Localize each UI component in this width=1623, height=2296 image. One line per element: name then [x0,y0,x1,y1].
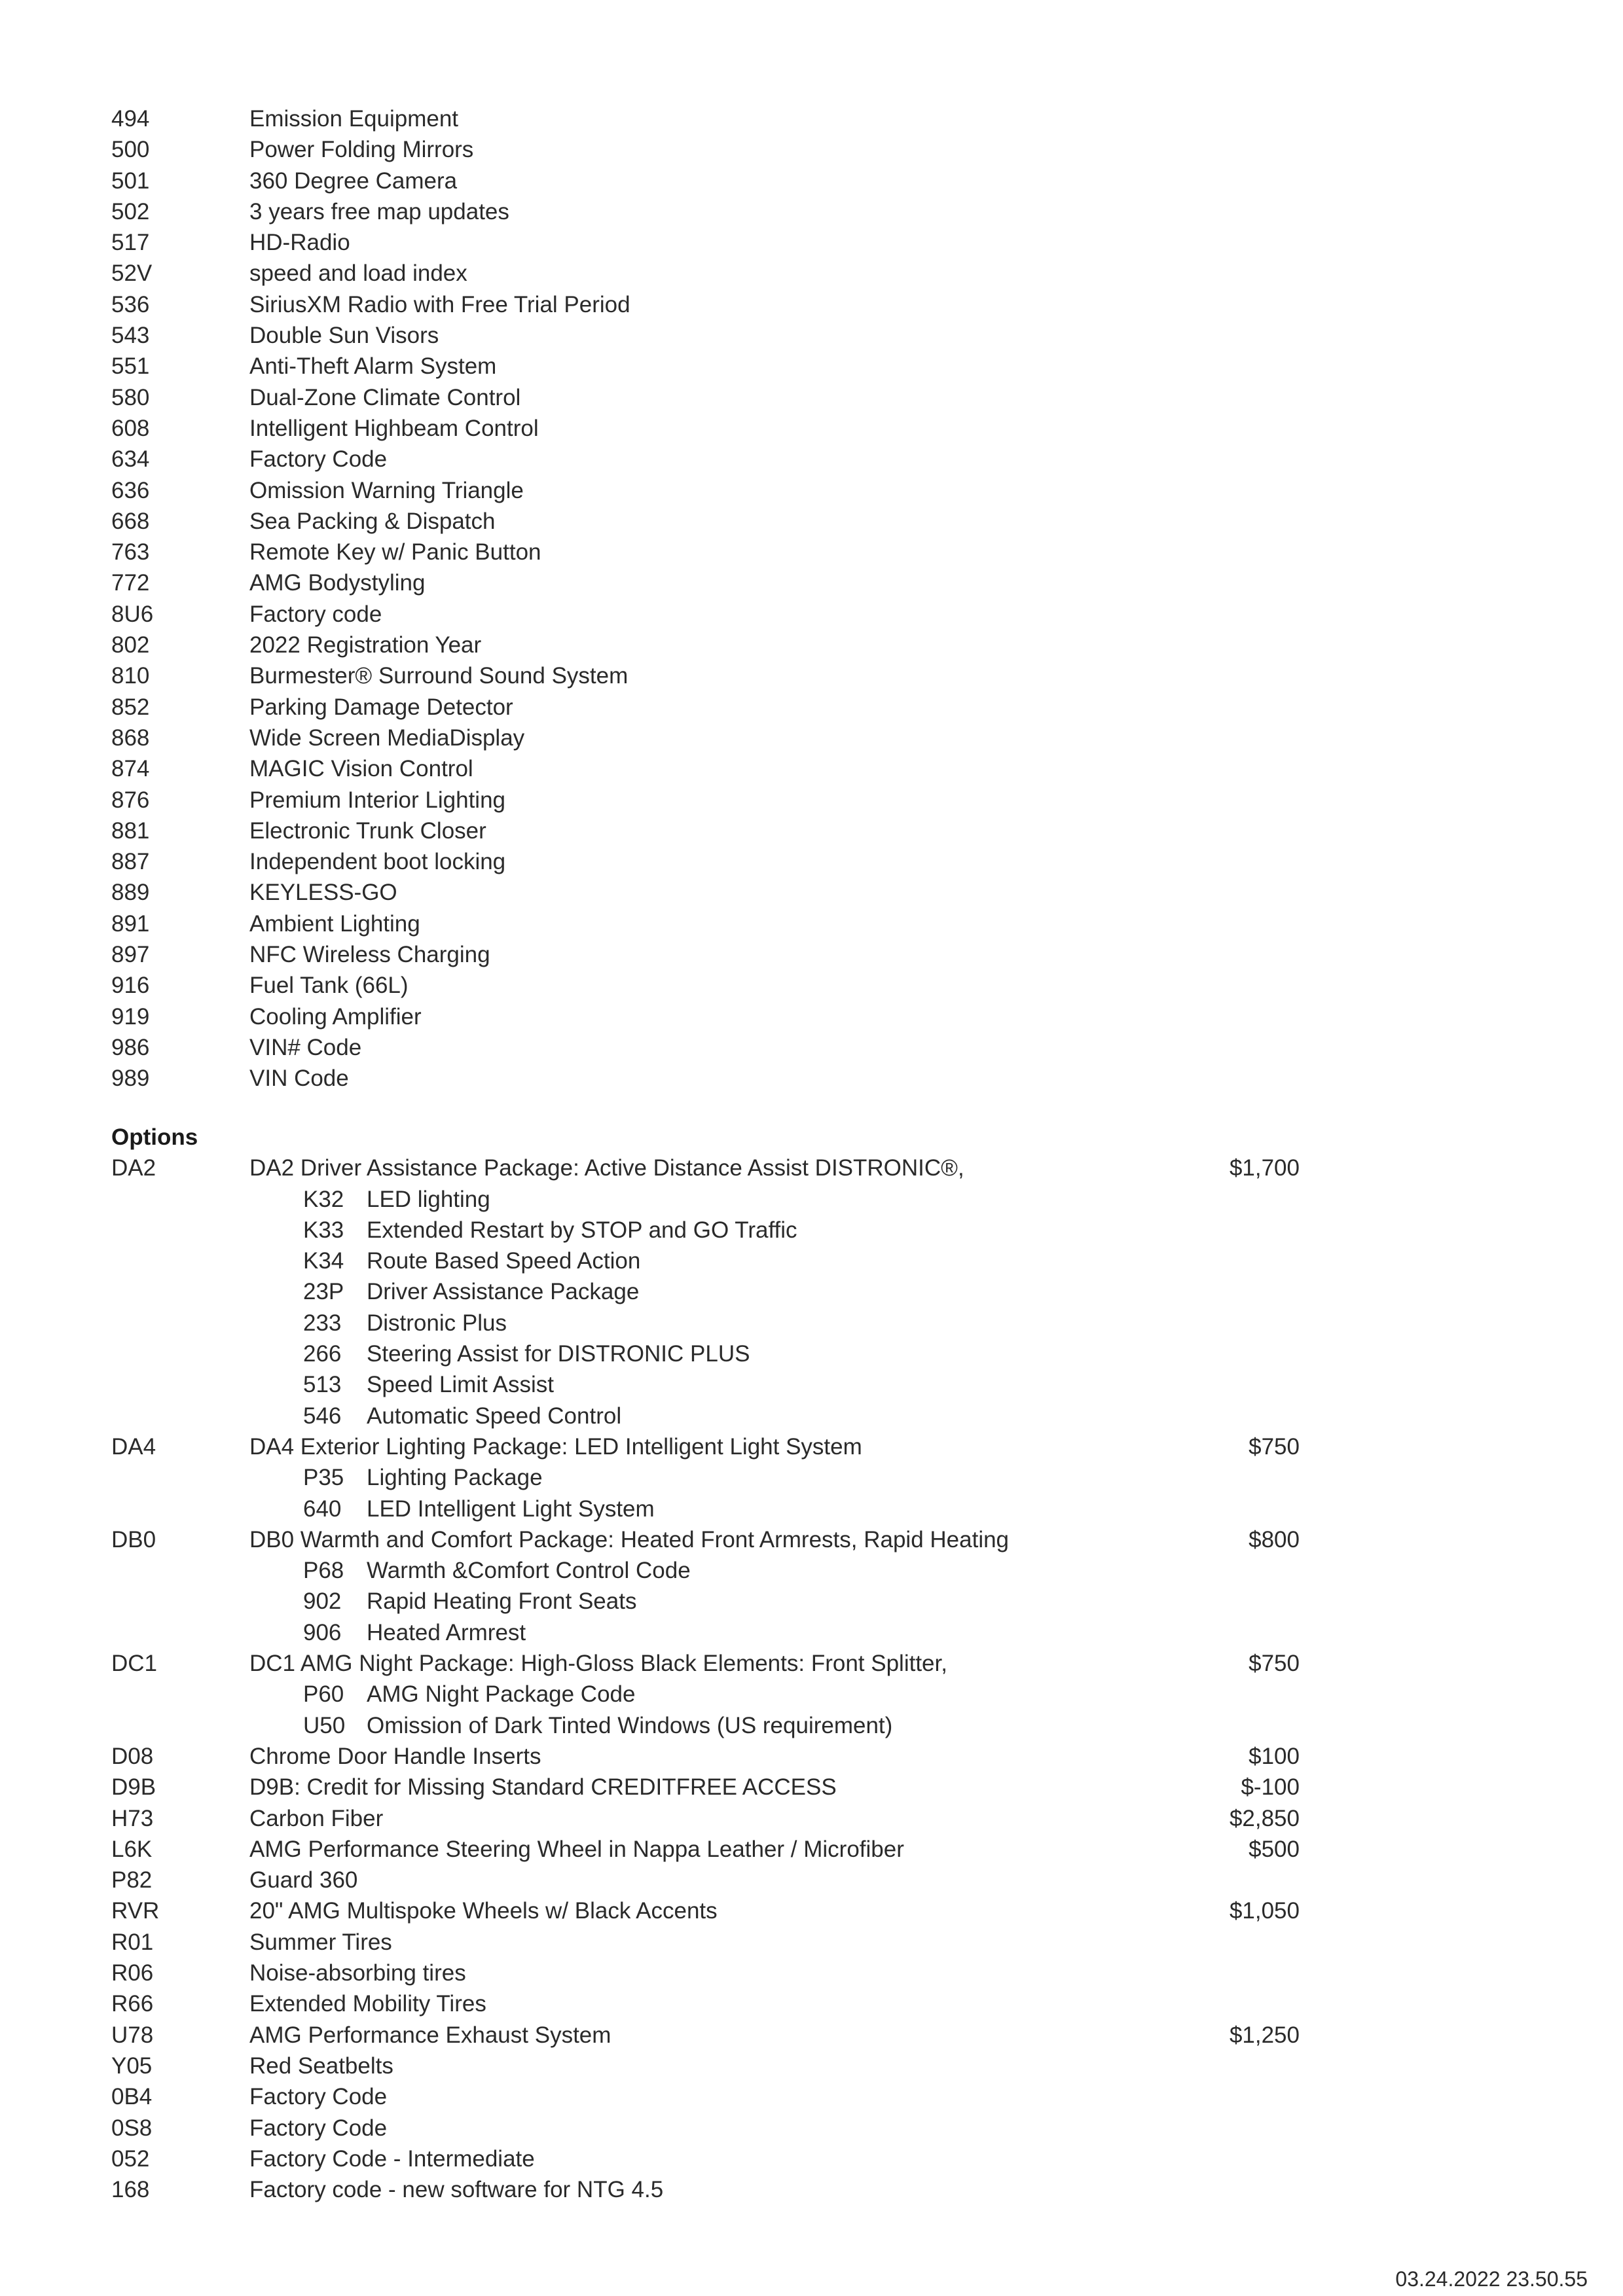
equipment-description: VIN# Code [249,1034,362,1060]
option-description: Chrome Door Handle Inserts [249,1743,541,1769]
equipment-code: 502 [111,198,150,224]
equipment-code: 551 [111,353,150,380]
equipment-row [111,877,1355,908]
equipment-code: 868 [111,725,150,751]
option-row [111,1153,1300,1183]
equipment-code: 636 [111,477,150,503]
option-sub-description: Lighting Package [367,1465,543,1491]
equipment-code: 608 [111,415,150,441]
equipment-description: Factory code [249,601,382,627]
equipment-row [111,289,1355,320]
option-sub-row [111,1586,1300,1617]
equipment-description: KEYLESS-GO [249,880,397,906]
options-section [111,1122,1300,2205]
option-sub-code: K32 [303,1186,344,1212]
equipment-code: 989 [111,1066,150,1092]
equipment-description: 360 Degree Camera [249,168,458,194]
equipment-row [111,692,1355,723]
option-price: $-100 [1241,1774,1300,1801]
option-description: Red Seatbelts [249,2053,393,2079]
option-code: P82 [111,1867,153,1893]
equipment-description: Wide Screen MediaDisplay [249,725,525,751]
equipment-code: 852 [111,694,150,720]
option-sub-description: LED lighting [367,1186,490,1212]
equipment-description: speed and load index [249,260,467,287]
option-row [111,1648,1300,1679]
equipment-code: 916 [111,973,150,999]
option-sub-row [111,1246,1300,1276]
option-row [111,2081,1300,2112]
equipment-row [111,1001,1355,1032]
equipment-code: 517 [111,230,150,256]
option-sub-row [111,1308,1300,1338]
equipment-description: Factory Code [249,446,388,473]
equipment-row [111,939,1355,970]
option-description: Factory Code [249,2115,388,2141]
option-sub-code: 906 [303,1619,342,1645]
option-sub-description: Driver Assistance Package [367,1279,640,1305]
equipment-row [111,537,1355,567]
options-list [111,1153,1300,2205]
option-code: DC1 [111,1651,158,1677]
equipment-row [111,846,1355,877]
equipment-description: Cooling Amplifier [249,1003,422,1030]
equipment-code: 501 [111,168,150,194]
equipment-code: 919 [111,1003,150,1030]
options-heading: Options [111,1124,198,1150]
option-sub-description: Rapid Heating Front Seats [367,1588,637,1615]
equipment-row [111,723,1355,753]
option-sub-code: 902 [303,1588,342,1615]
option-description: AMG Performance Exhaust System [249,2022,611,2048]
option-description: 20" AMG Multispoke Wheels w/ Black Accents [249,1898,718,1924]
equipment-row [111,475,1355,506]
option-code: D08 [111,1743,154,1769]
option-description: Guard 360 [249,1867,358,1893]
option-row [111,2051,1300,2081]
option-row [111,2174,1300,2205]
option-sub-description: Automatic Speed Control [367,1403,622,1429]
equipment-row [111,567,1355,598]
option-code: R66 [111,1991,154,2017]
equipment-description: Fuel Tank (66L) [249,973,409,999]
equipment-description: Independent boot locking [249,849,506,875]
option-row [111,1865,1300,1895]
option-row [111,1524,1300,1555]
equipment-code: 763 [111,539,150,565]
option-row [111,1772,1300,1803]
option-code: R06 [111,1960,154,1986]
option-sub-row [111,1494,1300,1524]
option-description: Summer Tires [249,1929,392,1955]
equipment-description: SiriusXM Radio with Free Trial Period [249,291,630,317]
option-price: $1,700 [1229,1155,1300,1181]
option-row [111,1895,1300,1926]
equipment-code: 891 [111,910,150,937]
option-code: 0S8 [111,2115,153,2141]
equipment-description: Emission Equipment [249,106,459,132]
option-description: Factory Code [249,2084,388,2110]
equipment-description: Electronic Trunk Closer [249,817,486,844]
equipment-description: 3 years free map updates [249,198,509,224]
equipment-row [111,351,1355,382]
equipment-code: 543 [111,323,150,349]
equipment-row [111,506,1355,537]
option-description: D9B: Credit for Missing Standard CREDITFREE ACCESS [249,1774,837,1801]
equipment-description: Intelligent Highbeam Control [249,415,539,441]
option-sub-description: Route Based Speed Action [367,1248,641,1274]
option-sub-description: Omission of Dark Tinted Windows (US requirement) [367,1712,893,1738]
option-sub-code: 640 [303,1496,342,1522]
option-sub-row [111,1555,1300,1586]
equipment-code: 986 [111,1034,150,1060]
equipment-row [111,785,1355,816]
equipment-code: 810 [111,663,150,689]
equipment-description: Parking Damage Detector [249,694,513,720]
option-price: $750 [1249,1433,1300,1460]
option-row [111,1958,1300,1988]
equipment-code: 874 [111,756,150,782]
option-sub-row [111,1369,1300,1400]
equipment-code: 668 [111,508,150,534]
option-sub-row [111,1401,1300,1431]
option-sub-row [111,1617,1300,1648]
option-description: Factory code - new software for NTG 4.5 [249,2177,664,2203]
option-description: Noise-absorbing tires [249,1960,466,1986]
option-sub-description: AMG Night Package Code [367,1681,636,1708]
option-sub-code: 233 [303,1310,342,1336]
equipment-description: Premium Interior Lighting [249,787,505,813]
equipment-description: 2022 Registration Year [249,632,482,658]
option-row [111,1803,1300,1834]
equipment-description: Dual-Zone Climate Control [249,384,521,410]
option-price: $2,850 [1229,1805,1300,1831]
equipment-row [111,196,1355,227]
option-price: $750 [1249,1651,1300,1677]
equipment-description: Ambient Lighting [249,910,420,937]
option-description: Factory Code - Intermediate [249,2145,535,2172]
equipment-code: 802 [111,632,150,658]
equipment-code: 52V [111,260,153,287]
option-code: L6K [111,1836,153,1862]
option-sub-description: Heated Armrest [367,1619,526,1645]
equipment-row [111,599,1355,630]
equipment-description: AMG Bodystyling [249,570,426,596]
equipment-code: 494 [111,106,150,132]
option-sub-description: LED Intelligent Light System [367,1496,655,1522]
option-sub-code: U50 [303,1712,346,1738]
option-price: $1,250 [1229,2022,1300,2048]
option-row [111,1834,1300,1865]
option-sub-code: 546 [303,1403,342,1429]
option-description: AMG Performance Steering Wheel in Nappa Leather / Microfiber [249,1836,904,1862]
option-sub-description: Distronic Plus [367,1310,507,1336]
option-row [111,2113,1300,2144]
equipment-description: NFC Wireless Charging [249,942,490,968]
option-description: Extended Mobility Tires [249,1991,486,2017]
equipment-row [111,382,1355,413]
option-sub-row [111,1215,1300,1246]
equipment-row [111,753,1355,784]
option-sub-row [111,1462,1300,1493]
option-sub-code: K34 [303,1248,344,1274]
option-sub-row [111,1276,1300,1307]
option-price: $100 [1249,1743,1300,1769]
equipment-code: 897 [111,942,150,968]
option-price: $500 [1249,1836,1300,1862]
option-sub-code: 266 [303,1341,342,1367]
equipment-row [111,816,1355,846]
option-sub-code: P35 [303,1465,344,1491]
option-price: $800 [1249,1526,1300,1552]
option-sub-description: Speed Limit Assist [367,1372,554,1398]
equipment-description: Double Sun Visors [249,323,439,349]
equipment-row [111,413,1355,444]
option-code: DA2 [111,1155,156,1181]
equipment-code: 536 [111,291,150,317]
option-sub-code: K33 [303,1217,344,1243]
equipment-description: Anti-Theft Alarm System [249,353,497,380]
equipment-row [111,660,1355,691]
equipment-code: 889 [111,880,150,906]
equipment-row [111,320,1355,351]
option-sub-description: Warmth &Comfort Control Code [367,1558,691,1584]
equipment-description: Power Folding Mirrors [249,137,474,163]
equipment-code: 881 [111,817,150,844]
equipment-code: 887 [111,849,150,875]
option-price: $1,050 [1229,1898,1300,1924]
equipment-row [111,908,1355,939]
option-row [111,1988,1300,2019]
equipment-description: VIN Code [249,1066,349,1092]
equipment-row [111,134,1355,165]
option-sub-code: P60 [303,1681,344,1708]
option-sub-row [111,1184,1300,1215]
option-description: DA2 Driver Assistance Package: Active Distance Assist DISTRONIC®, [249,1155,964,1181]
option-sub-code: 513 [303,1372,342,1398]
equipment-row [111,227,1355,258]
equipment-description: MAGIC Vision Control [249,756,473,782]
equipment-row [111,630,1355,660]
equipment-row [111,166,1355,196]
equipment-code-list [111,103,1355,1094]
equipment-code: 500 [111,137,150,163]
equipment-row [111,103,1355,134]
equipment-code: 876 [111,787,150,813]
option-sub-description: Steering Assist for DISTRONIC PLUS [367,1341,750,1367]
option-code: U78 [111,2022,154,2048]
equipment-row [111,1063,1355,1094]
equipment-description: Burmester® Surround Sound System [249,663,629,689]
option-sub-row [111,1710,1300,1741]
equipment-description: Remote Key w/ Panic Button [249,539,541,565]
equipment-code: 634 [111,446,150,473]
option-row [111,1431,1300,1462]
option-code: R01 [111,1929,154,1955]
equipment-description: Omission Warning Triangle [249,477,524,503]
option-row [111,1741,1300,1772]
option-code: RVR [111,1898,160,1924]
equipment-row [111,1032,1355,1063]
option-code: 0B4 [111,2084,153,2110]
option-sub-description: Extended Restart by STOP and GO Traffic [367,1217,797,1243]
option-sub-code: 23P [303,1279,344,1305]
option-code: Y05 [111,2053,153,2079]
equipment-code: 580 [111,384,150,410]
option-code: D9B [111,1774,156,1801]
option-sub-code: P68 [303,1558,344,1584]
equipment-row [111,258,1355,289]
equipment-row [111,444,1355,475]
option-description: DB0 Warmth and Comfort Package: Heated Front Armrests, Rapid Heating [249,1526,1010,1552]
option-description: DC1 AMG Night Package: High-Gloss Black Elements: Front Splitter, [249,1651,947,1677]
option-description: DA4 Exterior Lighting Package: LED Intelligent Light System [249,1433,862,1460]
option-row [111,2020,1300,2051]
option-description: Carbon Fiber [249,1805,384,1831]
option-row [111,2144,1300,2174]
equipment-code: 772 [111,570,150,596]
option-row [111,1927,1300,1958]
option-sub-row [111,1338,1300,1369]
print-timestamp: 03.24.2022 23.50.55 [1395,2267,1588,2291]
equipment-description: HD-Radio [249,230,350,256]
option-code: H73 [111,1805,154,1831]
option-sub-row [111,1679,1300,1710]
equipment-description: Sea Packing & Dispatch [249,508,496,534]
equipment-row [111,970,1355,1001]
option-code: 168 [111,2177,150,2203]
option-code: DB0 [111,1526,156,1552]
equipment-code: 8U6 [111,601,154,627]
option-code: DA4 [111,1433,156,1460]
option-code: 052 [111,2145,150,2172]
